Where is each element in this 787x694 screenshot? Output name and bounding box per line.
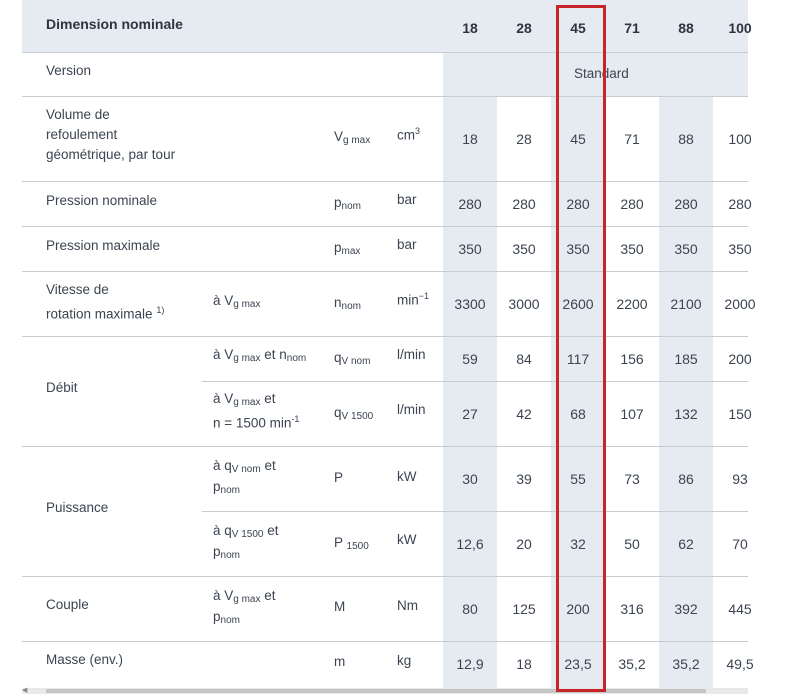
pression-maximale-value-88: 350 — [674, 241, 698, 257]
vitesse-value-100: 2000 — [724, 296, 756, 312]
debit-b-value-88: 132 — [674, 406, 698, 422]
condition-debit-b-speed: n = 1500 $\min^{-1}$ — [213, 414, 300, 431]
debit-a-value-18: 59 — [462, 351, 478, 367]
pression-nominale-value-71: 280 — [620, 196, 644, 212]
row-divider — [22, 181, 748, 182]
condition-puissance-b: à $q_{V 1500}$ et — [213, 523, 279, 540]
symbol-m-mass: m — [334, 654, 346, 669]
debit-a-value-88: 185 — [674, 351, 698, 367]
debit-a-value-45: 117 — [566, 351, 590, 367]
column-stripe-88 — [659, 52, 713, 694]
row-label-vitesse: Vitesse de — [46, 282, 109, 297]
header-size-45: 45 — [570, 20, 586, 36]
couple-value-28: 125 — [512, 601, 536, 617]
debit-b-value-18: 27 — [462, 406, 478, 422]
condition-couple: à $V_{g max}$ et — [213, 588, 276, 605]
footnote-marker: 1) — [156, 305, 165, 315]
spec-table — [22, 0, 756, 694]
unit-bar: bar — [397, 237, 417, 252]
row-label-version: Version — [46, 63, 92, 78]
couple-value-88: 392 — [674, 601, 698, 617]
row-divider — [22, 576, 748, 577]
row-label-volume: géométrique, par tour — [46, 147, 176, 162]
scroll-left-arrow-icon[interactable]: ◀ — [22, 687, 28, 694]
debit-a-value-100: 200 — [728, 351, 752, 367]
header-size-18: 18 — [462, 20, 478, 36]
pression-maximale-value-100: 350 — [728, 241, 752, 257]
row-label-masse: Masse (env.) — [46, 652, 124, 667]
header-size-28: 28 — [516, 20, 532, 36]
unit-kw: kW — [397, 532, 417, 547]
row-label-pression-nominale: Pression nominale — [46, 193, 158, 208]
condition-puissance-a-pressure: $p_{nom}$ — [213, 479, 240, 496]
couple-value-100: 445 — [728, 601, 752, 617]
horizontal-scrollbar[interactable] — [22, 688, 748, 694]
subrow-divider — [202, 381, 748, 382]
vitesse-value-18: 3300 — [454, 296, 486, 312]
row-label-debit: Débit — [46, 380, 78, 395]
row-label-volume: Volume de — [46, 107, 110, 122]
row-label-volume: refoulement — [46, 127, 118, 142]
vitesse-value-45: 2600 — [562, 296, 594, 312]
couple-value-18: 80 — [462, 601, 478, 617]
puissance-b-value-88: 62 — [678, 536, 694, 552]
vitesse-value-88: 2100 — [670, 296, 702, 312]
masse-value-18: 12,9 — [456, 656, 484, 672]
unit-kw: kW — [397, 469, 417, 484]
pression-maximale-value-18: 350 — [458, 241, 482, 257]
puissance-a-value-88: 86 — [678, 471, 694, 487]
pression-nominale-value-45: 280 — [566, 196, 590, 212]
subrow-divider — [202, 511, 748, 512]
row-divider — [22, 446, 748, 447]
puissance-b-value-45: 32 — [570, 536, 586, 552]
row-divider — [22, 226, 748, 227]
volume-value-88: 88 — [678, 131, 694, 147]
row-label-couple: Couple — [46, 597, 89, 612]
unit-nm: Nm — [397, 598, 418, 613]
puissance-b-value-28: 20 — [516, 536, 532, 552]
masse-value-100: 49,5 — [726, 656, 754, 672]
pression-nominale-value-100: 280 — [728, 196, 752, 212]
row-divider — [22, 336, 748, 337]
row-label-vitesse: rotation maximale $^{1)}$ — [46, 305, 165, 322]
unit-kg: kg — [397, 653, 412, 668]
condition-puissance-b-pressure: $p_{nom}$ — [213, 544, 240, 561]
row-label-puissance: Puissance — [46, 500, 109, 515]
row-divider — [22, 96, 748, 97]
pression-maximale-value-71: 350 — [620, 241, 644, 257]
pression-maximale-value-28: 350 — [512, 241, 536, 257]
header-size-71: 71 — [624, 20, 640, 36]
unit-l-min: l/min — [397, 347, 426, 362]
couple-value-71: 316 — [620, 601, 644, 617]
debit-a-value-71: 156 — [620, 351, 644, 367]
puissance-a-value-100: 93 — [732, 471, 748, 487]
header-size-88: 88 — [678, 20, 694, 36]
debit-b-value-28: 42 — [516, 406, 532, 422]
pression-nominale-value-28: 280 — [512, 196, 536, 212]
condition-puissance-a: à $q_{V nom}$ et — [213, 458, 276, 475]
debit-b-value-45: 68 — [570, 406, 586, 422]
symbol-p-nom: $p_{nom}$ — [334, 195, 361, 212]
symbol-n-nom: $n_{nom}$ — [334, 295, 361, 312]
masse-value-88: 35,2 — [672, 656, 700, 672]
column-stripe-18 — [443, 52, 497, 694]
debit-b-value-71: 107 — [620, 406, 644, 422]
symbol-p-max: $p_{max}$ — [334, 240, 361, 257]
pression-nominale-value-18: 280 — [458, 196, 482, 212]
masse-value-28: 18 — [516, 656, 532, 672]
masse-value-45: 23,5 — [564, 656, 592, 672]
volume-value-45: 45 — [570, 131, 586, 147]
volume-value-71: 71 — [624, 131, 640, 147]
puissance-b-value-100: 70 — [732, 536, 748, 552]
puissance-a-value-71: 73 — [624, 471, 640, 487]
puissance-a-value-18: 30 — [462, 471, 478, 487]
header-size-100: 100 — [728, 20, 752, 36]
condition-couple-pressure: $p_{nom}$ — [213, 609, 240, 626]
volume-value-28: 28 — [516, 131, 532, 147]
condition-debit-b: à $V_{g max}$ et — [213, 391, 276, 408]
condition-debit-a: à $V_{g max}$ et $n_{nom}$ — [213, 347, 307, 364]
puissance-a-value-28: 39 — [516, 471, 532, 487]
row-label-pression-maximale: Pression maximale — [46, 238, 161, 253]
puissance-a-value-45: 55 — [570, 471, 586, 487]
unit-bar: bar — [397, 192, 417, 207]
condition-vg-max: à $V_{g max}$ — [213, 293, 261, 310]
vitesse-value-71: 2200 — [616, 296, 648, 312]
puissance-b-value-18: 12,6 — [456, 536, 484, 552]
pression-nominale-value-88: 280 — [674, 196, 698, 212]
symbol-m: M — [334, 599, 346, 614]
row-divider — [22, 271, 748, 272]
header-title: Dimension nominale — [46, 16, 183, 32]
symbol-qv-1500: $q_{V 1500}$ — [334, 405, 374, 422]
couple-value-45: 200 — [566, 601, 590, 617]
version-value: Standard — [574, 66, 629, 81]
unit-cm3: $cm^3$ — [397, 126, 421, 143]
column-45-highlight — [556, 5, 606, 692]
masse-value-71: 35,2 — [618, 656, 646, 672]
pression-maximale-value-45: 350 — [566, 241, 590, 257]
volume-value-18: 18 — [462, 131, 478, 147]
symbol-vg-max: $V_{g max}$ — [334, 129, 371, 146]
vitesse-value-28: 3000 — [508, 296, 540, 312]
volume-value-100: 100 — [728, 131, 752, 147]
symbol-p-1500: P $_{1500}$ — [334, 535, 369, 552]
puissance-b-value-71: 50 — [624, 536, 640, 552]
symbol-qv-nom: $q_{V nom}$ — [334, 350, 371, 367]
debit-b-value-100: 150 — [728, 406, 752, 422]
row-divider — [22, 641, 748, 642]
debit-a-value-28: 84 — [516, 351, 532, 367]
scrollbar-thumb[interactable] — [46, 689, 706, 693]
unit-min-1: $\min^{-1}$ — [397, 291, 430, 308]
symbol-p: P — [334, 470, 344, 485]
unit-l-min: l/min — [397, 402, 426, 417]
